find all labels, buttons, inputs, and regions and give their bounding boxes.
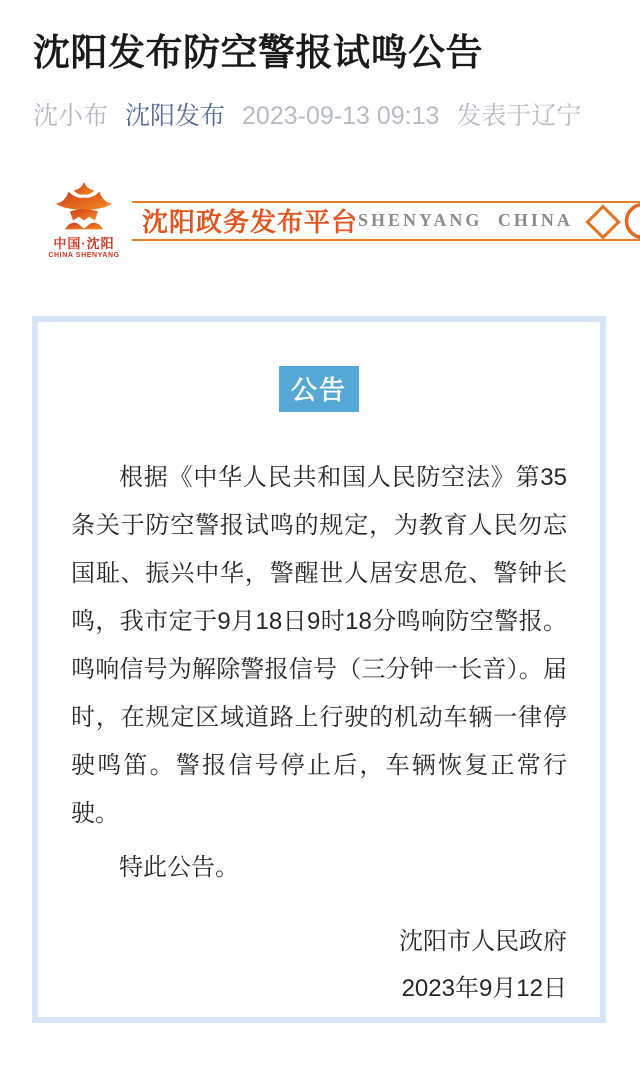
notice-closing-line: 特此公告。 <box>119 854 239 881</box>
banner-band <box>132 201 640 241</box>
author-name: 沈小布 <box>33 102 109 130</box>
signature-issuer: 沈阳市人民政府 <box>399 928 567 955</box>
notice-box <box>32 316 606 1023</box>
logo-cn-label: 中国·沈阳 <box>53 236 115 251</box>
signature-block <box>71 918 567 1012</box>
article-page <box>0 30 640 1023</box>
platform-banner <box>46 182 610 259</box>
signature-date: 2023年9月12日 <box>401 975 567 1002</box>
china-shenyang-logo <box>46 182 122 259</box>
pagoda-logo-icon <box>52 182 116 232</box>
publish-location: 发表于辽宁 <box>456 102 582 130</box>
byline <box>33 100 607 132</box>
page-title: 沈阳发布防空警报试鸣公告 <box>33 32 483 73</box>
account-link[interactable]: 沈阳发布 <box>125 102 226 130</box>
decorative-shapes-icon <box>579 192 640 251</box>
logo-en-label: CHINA SHENYANG <box>48 252 120 259</box>
platform-english-name: SHENYANG CHINA <box>358 210 573 230</box>
publish-datetime: 2023-09-13 09:13 <box>242 102 440 130</box>
platform-name: 沈阳政务发布平台 <box>142 207 359 237</box>
notice-body <box>71 454 567 892</box>
notice-paragraph: 根据《中华人民共和国人民防空法》第35条关于防空警报试鸣的规定，为教育人民勿忘国耻、振兴中华，警醒世人居安思危、警钟长鸣，我市定于9月18日9时18分鸣响防空警报。鸣响信号为解除警报信号（三分钟一长音）。届时，在规定区域道路上行驶的机动车辆一律停驶鸣笛。警报信号停止后，车辆恢复正常行驶。 <box>71 464 567 827</box>
notice-badge: 公告 <box>279 366 359 412</box>
